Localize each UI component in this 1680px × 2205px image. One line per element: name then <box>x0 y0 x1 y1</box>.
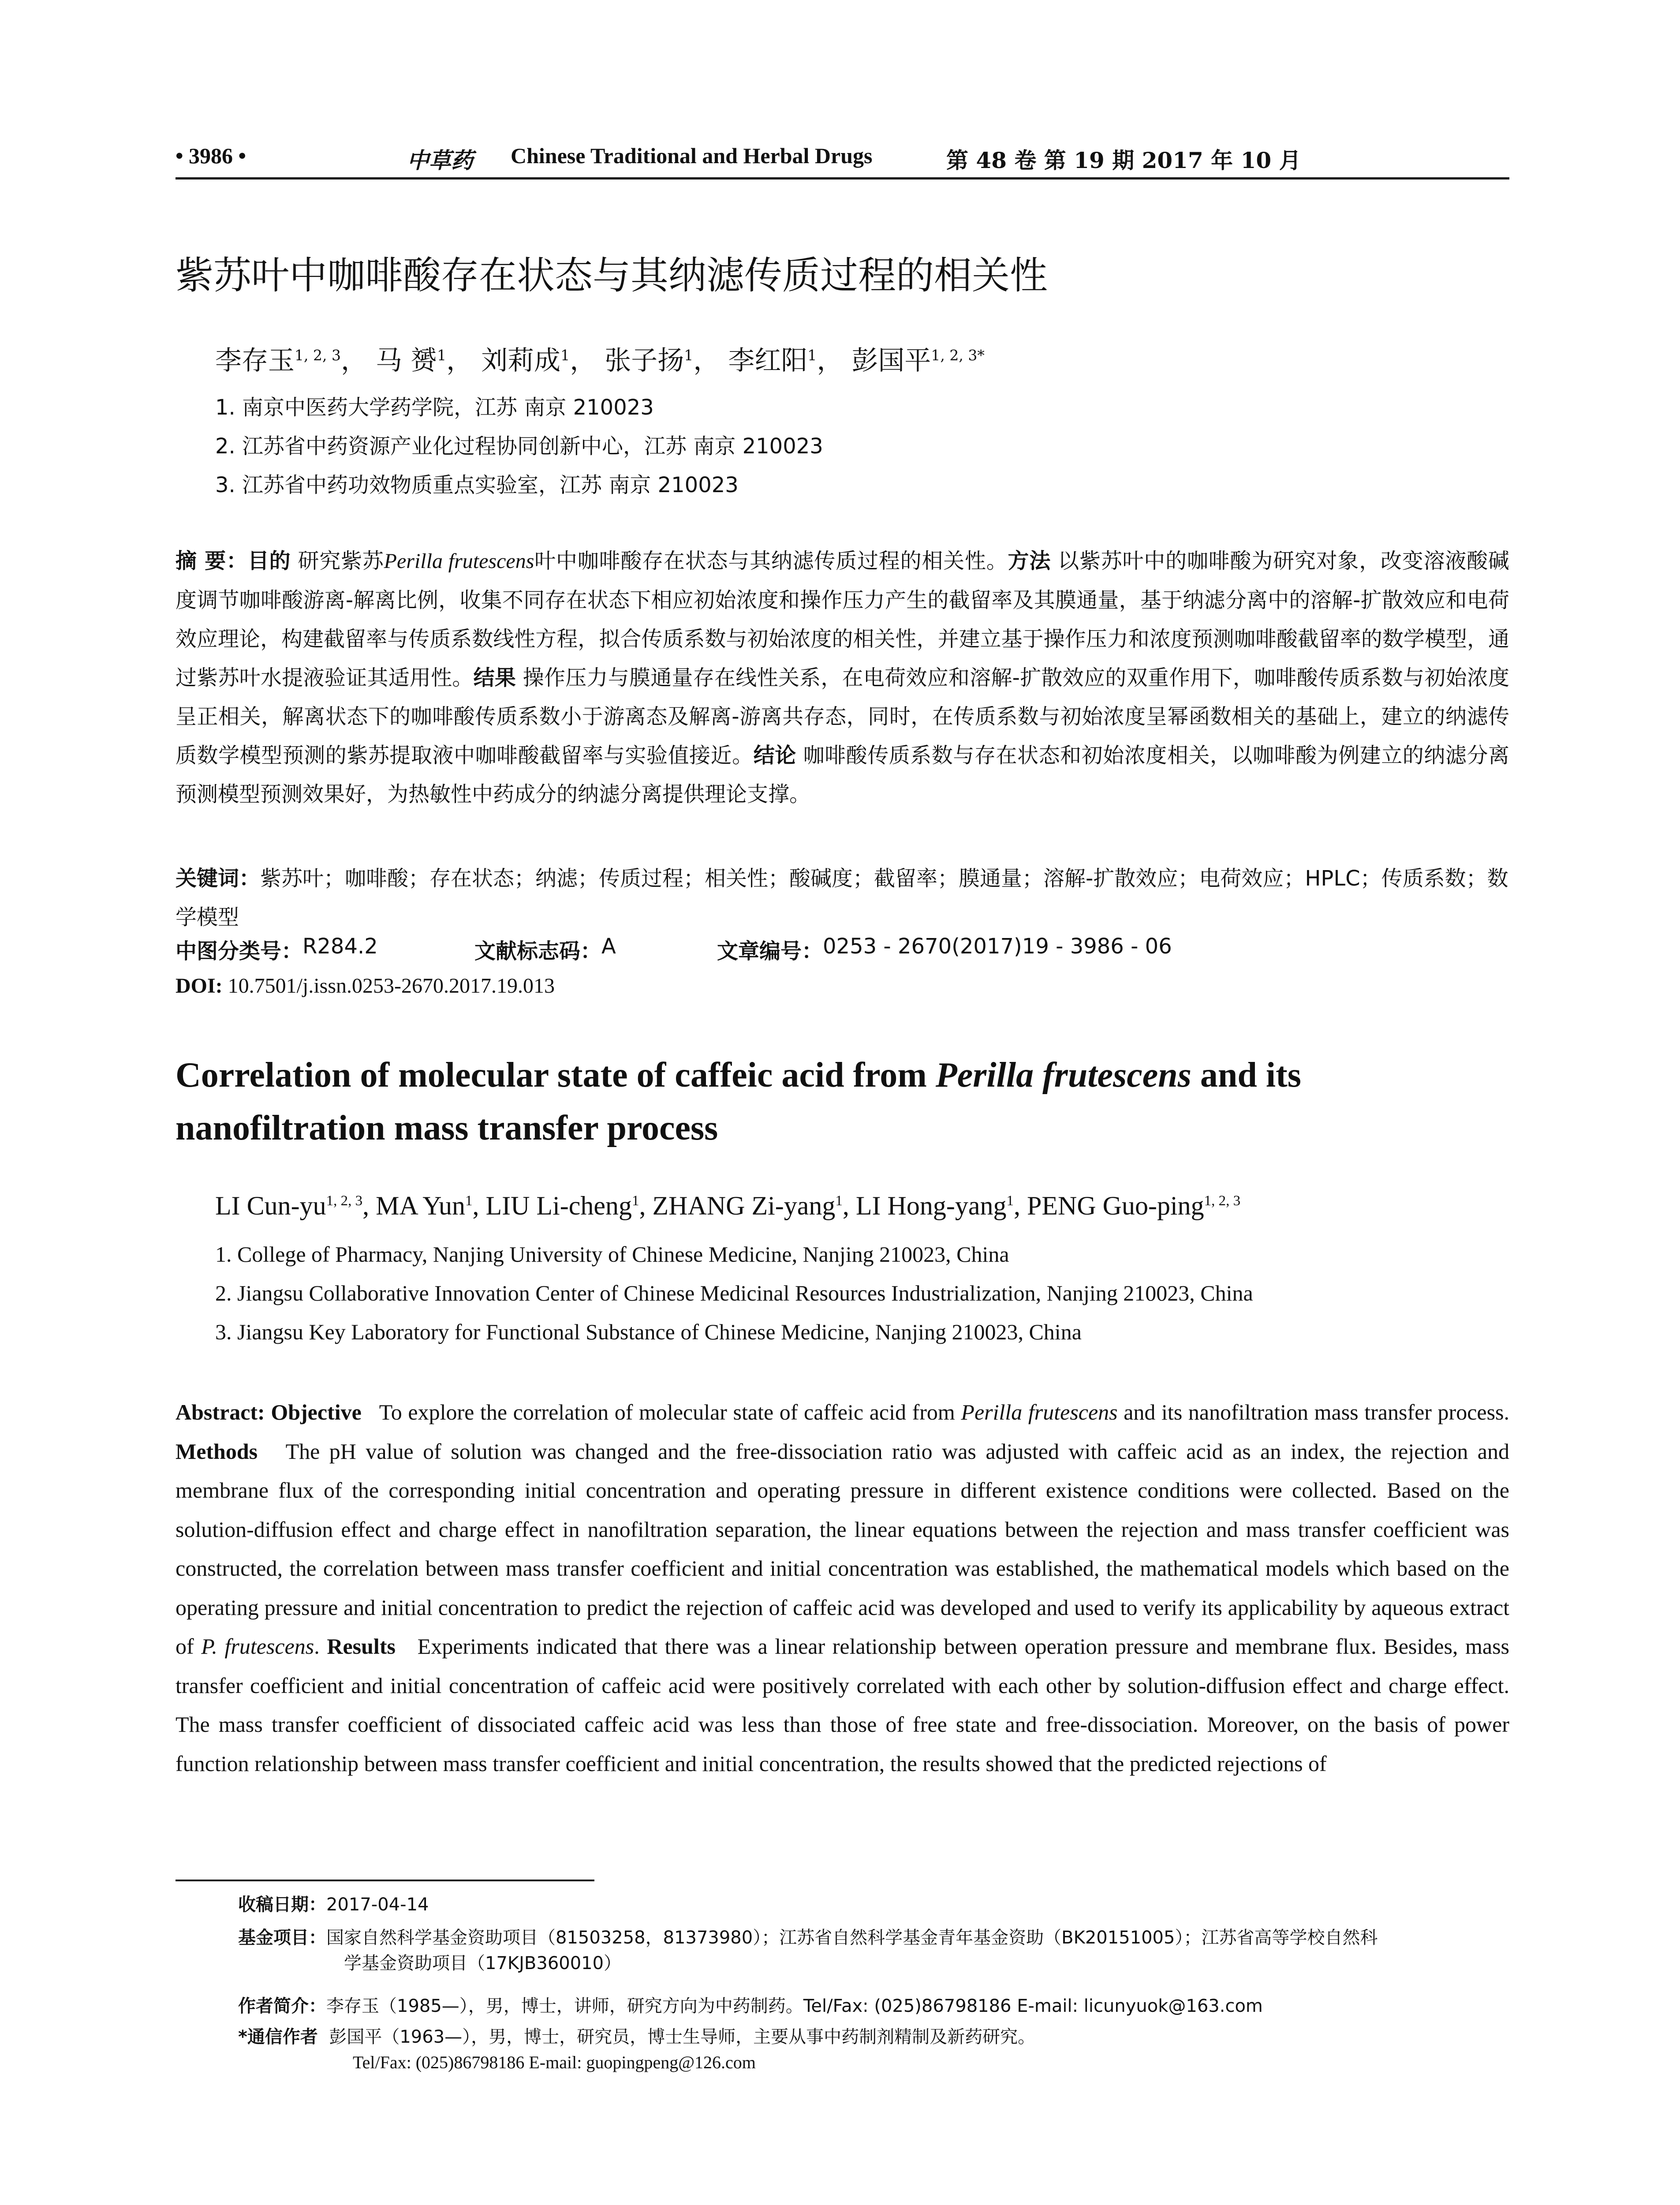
keywords-label: 关键词： <box>175 866 261 891</box>
title-en: Correlation of molecular state of caffeic acid from Perilla frutescens and its nanofiltration mass transfer process <box>175 1056 1301 1147</box>
issue-info: 第 48 卷 第 19 期 2017 年 10 月 <box>946 147 1301 173</box>
doccode-label: 文献标志码： <box>474 939 602 964</box>
author-cn: 张子扬$^1$ <box>605 345 694 376</box>
abstract-en: Abstract: Objective To explore the correlation of molecular state of caffeic acid from Perilla frutescens and its nanofiltration mass transfer process. Methods The pH value of solution was changed and the free-dissociation ratio was adjusted with caffeic acid as an index, the rejection and membrane flux of the corresponding initial concentration and operating pressure in different existence conditions were collected. Based on the solution-diffusion effect and charge effect in nanofiltration separation, the linear equations between the rejection and mass transfer coefficient was constructed, the correlation between mass transfer coefficient and initial concentration was established, the mathematical models which based on the operating pressure and initial concentration to predict the rejection of caffeic acid was developed and used to verify its applicability by aqueous extract of P. frutescens. Results Experiments indicated that there was a linear relationship between operation pressure and membrane flux. Besides, mass transfer coefficient and initial concentration of caffeic acid were positively correlated with each other by solution-diffusion effect and charge effect. The mass transfer coefficient of dissociated caffeic acid was less than those of free state and free-dissociation. Moreover, on the basis of power function relationship between mass transfer coefficient and initial concentration, the results showed that the predicted rejections of <box>175 1400 1510 1776</box>
doccode-value: A <box>601 934 616 959</box>
affiliation-cn: 3. 江苏省中药功效物质重点实验室，江苏 南京 210023 <box>215 473 739 497</box>
author-en: MA Yun$^1$ <box>376 1191 473 1220</box>
footnote-rule <box>175 1880 594 1881</box>
author-cn: 马 赟$^1$ <box>376 345 447 376</box>
clc-label: 中图分类号： <box>175 939 303 964</box>
page-number: • 3986 • <box>175 143 246 168</box>
header-rule <box>175 177 1509 179</box>
conclusion-label: 结论 <box>753 743 796 768</box>
author-cn: 刘莉成$^1$ <box>481 345 570 376</box>
doi-label: DOI: <box>175 974 223 998</box>
author-cn: 李红阳$^1$ <box>728 345 817 376</box>
abstract-cn: 摘 要：目的 研究紫苏Perilla frutescens叶中咖啡酸存在状态与其纳滤传质过程的相关性。方法 以紫苏叶中的咖啡酸为研究对象，改变溶液酸碱度调节咖啡酸游离-解离比例，收集不同存在状态下相应初始浓度和操作压力产生的截留率及其膜通量，基于纳滤分离中的溶解-扩散效应和电荷效应理论，构建截留率与传质系数线性方程，拟合传质系数与初始浓度的相关性，并建立基于操作压力和浓度预测咖啡酸截留率的数学模型，通过紫苏叶水提液验证其适用性。结果 操作压力与膜通量存在线性关系，在电荷效应和溶解-扩散效应的双重作用下，咖啡酸传质系数与初始浓度呈正相关，解离状态下的咖啡酸传质系数小于游离态及解离-游离共存态，同时，在传质系数与初始浓度呈幂函数相关的基础上，建立的纳滤传质数学模型预测的紫苏提取液中咖啡酸截留率与实验值接近。结论 咖啡酸传质系数与存在状态和初始浓度相关，以咖啡酸为例建立的纳滤分离预测模型预测效果好，为热敏性中药成分的纳滤分离提供理论支撑。 <box>175 549 1509 807</box>
objective-label: 目的 <box>247 549 291 573</box>
results-en-label: Results <box>327 1634 396 1659</box>
abstract-label: 摘 要： <box>175 549 248 573</box>
title-cn: 紫苏叶中咖啡酸存在状态与其纳滤传质过程的相关性 <box>175 254 1048 298</box>
footnote-received: 收稿日期：2017-04-14 <box>238 1895 429 1915</box>
classification-row <box>175 934 1509 965</box>
methods-en-label: Methods <box>175 1439 258 1464</box>
author-en: LI Cun-yu$^{1, 2, 3}$ <box>215 1191 363 1220</box>
running-header <box>175 140 1509 178</box>
keywords-text: 紫苏叶；咖啡酸；存在状态；纳滤；传质过程；相关性；酸碱度；截留率；膜通量；溶解-扩散效应；电荷效应；HPLC；传质系数；数学模型 <box>175 866 1508 930</box>
journal-name-cn: 中草药 <box>407 148 473 173</box>
author-cn: 李存玉$^{1, 2, 3}$ <box>215 345 341 376</box>
author-cn: 彭国平$^{1, 2, 3*}$ <box>851 345 985 376</box>
results-label: 结果 <box>473 665 516 690</box>
clc-value: R284.2 <box>302 934 378 959</box>
affiliation-cn: 2. 江苏省中药资源产业化过程协同创新中心，江苏 南京 210023 <box>215 434 823 459</box>
doi <box>175 974 555 998</box>
journal-name-en: Chinese Traditional and Herbal Drugs <box>511 143 873 168</box>
article-no-value: 0253 - 2670(2017)19 - 3986 - 06 <box>823 934 1172 959</box>
affiliation-en: 1. College of Pharmacy, Nanjing University of Chinese Medicine, Nanjing 210023, China <box>215 1242 1009 1267</box>
authors-en: LI Cun-yu$^{1, 2, 3}$, MA Yun$^1$, LIU Li-cheng$^1$, ZHANG Zi-yang$^1$, LI Hong-yang$^1$, PENG Guo-ping$^{1, 2, 3}$ <box>215 1191 1241 1220</box>
affiliation-en: 3. Jiangsu Key Laboratory for Functional Substance of Chinese Medicine, Nanjing 210023, China <box>215 1319 1082 1344</box>
affiliation-en: 2. Jiangsu Collaborative Innovation Center of Chinese Medicinal Resources Industrialization, Nanjing 210023, China <box>215 1281 1253 1305</box>
keywords-cn <box>175 859 1509 937</box>
footnote-corresponding: *通信作者 彭国平（1963—），男，博士，研究员，博士生导师，主要从事中药制剂精制及新药研究。 Tel/Fax: (025)86798186 E-mail: guopingpeng@126.com <box>238 2027 1036 2072</box>
methods-label: 方法 <box>1008 549 1051 573</box>
footnote-fund: 基金项目：国家自然科学基金资助项目（81503258，81373980）；江苏省自然科学基金青年基金资助（BK20151005）；江苏省高等学校自然科 学基金资助项目（17KJB360010） <box>238 1928 1378 1973</box>
author-en: LI Hong-yang$^1$ <box>855 1191 1014 1220</box>
abstract-en-label: Abstract: Objective <box>175 1400 362 1424</box>
article-no-label: 文章编号： <box>717 939 823 964</box>
author-en: PENG Guo-ping$^{1, 2, 3}$ <box>1027 1191 1241 1220</box>
footnote-author: 作者简介：李存玉（1985—），男，博士，讲师，研究方向为中药制药。Tel/Fax: (025)86798186 E-mail: licunyuok@163.com <box>238 1996 1263 2016</box>
author-en: LIU Li-cheng$^1$ <box>485 1191 639 1220</box>
doi-value: 10.7501/j.issn.0253-2670.2017.19.013 <box>228 974 555 998</box>
affiliation-cn: 1. 南京中医药大学药学院，江苏 南京 210023 <box>215 395 654 420</box>
authors-cn: 李存玉$^{1, 2, 3}$， 马 赟$^1$， 刘莉成$^1$， 张子扬$^1$， 李红阳$^1$， 彭国平$^{1, 2, 3*}$ <box>215 345 985 376</box>
author-en: ZHANG Zi-yang$^1$ <box>652 1191 843 1220</box>
